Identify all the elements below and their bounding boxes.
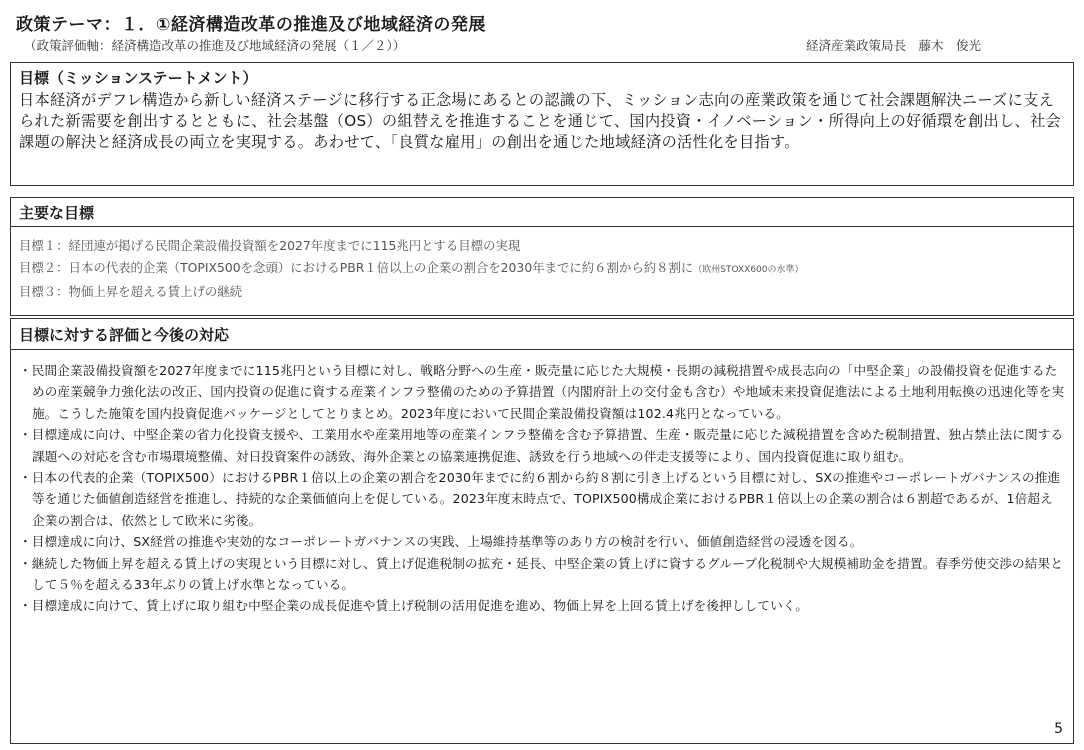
- page-title: 政策テーマ：１．①経済構造改革の推進及び地域経済の発展: [16, 15, 486, 35]
- header: [10, 4, 1074, 62]
- goal-item: 目標２：日本の代表的企業（TOPIX500を念頭）におけるPBR１倍以上の企業の割合を2030年までに約６割から約８割に（欧州STOXX600の水準）: [19, 260, 804, 275]
- main-goals-list: [10, 226, 1074, 316]
- evaluation-item: ・目標達成に向け、SX経営の推進や実効的なコーポレートガバナンスの実践、上場維持基準等のあり方の検討を行い、価値創造経営の浸透を図る。: [19, 534, 863, 550]
- mission-heading: 目標（ミッションステートメント）: [19, 69, 258, 87]
- department-head: 経済産業政策局長 藤木 俊光: [806, 38, 982, 53]
- mission-text: 日本経済がデフレ構造から新しい経済ステージに移行する正念場にあるとの認識の下、ミッション志向の産業政策を通じて社会課題解決ニーズに支えられた新需要を創出するとともに、社会基盤（OS）の組替えを推進することを通じて、国内投資・イノベーション・所得向上の好循環を創出し、社会課題の解決と経済成長の両立を実現する。あわせて、「良質な雇用」の創出を通じた地域経済の活性化を目指す。: [19, 91, 1061, 151]
- main-goals-header: [10, 197, 1074, 227]
- evaluation-header: [10, 318, 1074, 350]
- evaluation-list: [10, 349, 1074, 744]
- evaluation-item: ・目標達成に向け、中堅企業の省力化投資支援や、工業用水や産業用地等の産業インフラ整備を含む予算措置、生産・販売量に応じた減税措置を含めた税制措置、独占禁止法に関する課題への対応を含む市場環境整備、対日投資案件の誘致、海外企業との協業連携促進、誘致を行う地域への伴走支援等により、国内投資促進に取り組む。: [19, 427, 1064, 464]
- goal-note: （欧州STOXX600の水準）: [693, 265, 804, 275]
- main-goals-heading: 主要な目標: [19, 204, 95, 222]
- evaluation-item: ・継続した物価上昇を超える賃上げの実現という目標に対し、賃上げ促進税制の拡充・延長、中堅企業の賃上げに資するグループ化税制や大規模補助金を措置。春季労使交渉の結果として５％を超える33年ぶりの賃上げ水準となっている。: [19, 555, 1063, 593]
- page-number: 5: [1054, 721, 1063, 737]
- evaluation-heading: 目標に対する評価と今後の対応: [19, 326, 230, 344]
- evaluation-item: ・民間企業設備投資額を2027年度までに115兆円という目標に対し、戦略分野への生産・販売量に応じた大規模・長期の減税措置や成長志向の「中堅企業」の設備投資を促進するための産業競争力強化法の改正、国内投資の促進に資する産業インフラ整備のための予算措置（内閣府計上の交付金も含む）や地域未来投資促進法による土地利用転換の迅速化等を実施。こうした施策を国内投資促進パッケージとしてとりまとめ。2023年度において民間企業設備投資額は102.4兆円となっている。: [19, 363, 1065, 421]
- goal-item: 目標１：経団連が掲げる民間企業設備投資額を2027年度までに115兆円とする目標の実現: [19, 238, 521, 253]
- page-subtitle: （政策評価軸：経済構造改革の推進及び地域経済の発展（１／２））: [24, 38, 406, 53]
- goal-item: 目標３：物価上昇を超える賃上げの継続: [19, 284, 243, 299]
- evaluation-item: ・日本の代表的企業（TOPIX500）におけるPBR１倍以上の企業の割合を2030年までに約６割から約８割に引き上げるという目標に対し、SXの推進やコーポレートガバナンスの推進等を通じた価値創造経営を推進し、持続的な企業価値向上を促している。2023年度末時点で、TOPIX500構成企業におけるPBR１倍以上の企業の割合は６割超であるが、1倍超え企業の割合は、依然として欧米に劣後。: [19, 470, 1061, 528]
- mission-statement-box: [10, 62, 1074, 186]
- evaluation-item: ・目標達成に向けて、賃上げに取り組む中堅企業の成長促進や賃上げ税制の活用促進を進め、物価上昇を上回る賃上げを後押ししていく。: [19, 598, 809, 614]
